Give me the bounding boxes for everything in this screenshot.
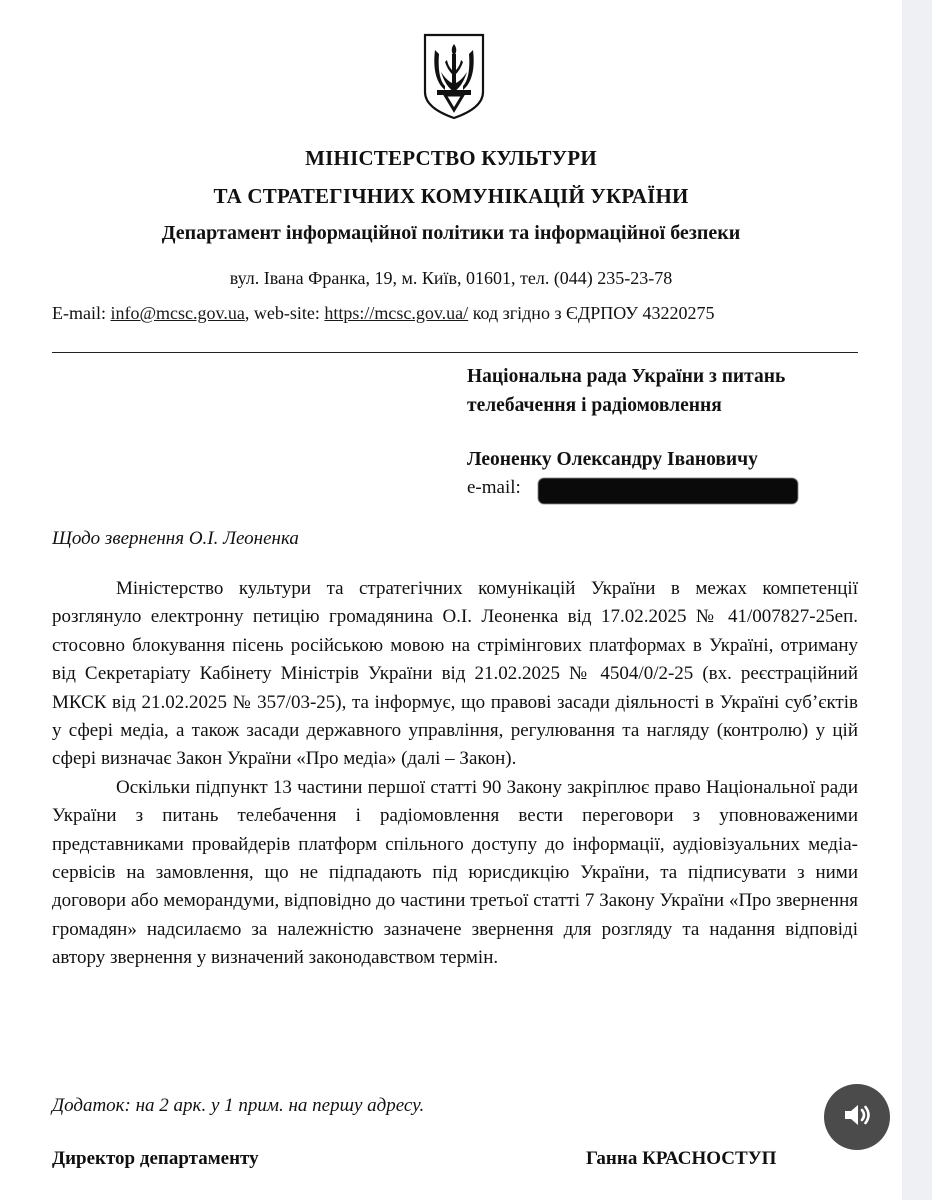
website-link[interactable]: https://mcsc.gov.ua/ bbox=[324, 303, 469, 323]
signer-name: Ганна КРАСНОСТУП bbox=[586, 1148, 777, 1169]
body-paragraph-2: Оскільки підпункт 13 частини першої статті 90 Закону закріплює право Національної ради України з питань телебачення і радіомовлення вести переговори з уповноваженими представниками провайдерів платформ спільного доступу до інформації, аудіовізуальних медіа-сервісів на замовлення, що не підпадають під юрисдикцію України, та підписувати з ними договори або меморандуми, відповідно до частини третьої статті 7 Закону України «Про звернення громадян» надсилаємо за належністю зазначене звернення для розгляду та надання відповіді автору звернення у визначений законодавством термін. bbox=[52, 776, 858, 969]
ministry-contacts bbox=[52, 303, 714, 324]
email-link[interactable]: info@mcsc.gov.ua bbox=[110, 303, 245, 323]
letter-subject: Щодо звернення О.І. Леоненка bbox=[52, 528, 299, 549]
speaker-icon bbox=[841, 1099, 873, 1136]
ministry-name-line1: МІНІСТЕРСТВО КУЛЬТУРИ bbox=[305, 146, 597, 170]
recipient-email-label: e-mail: bbox=[467, 477, 521, 498]
trident-emblem-icon bbox=[421, 32, 487, 120]
department-name: Департамент інформаційної політики та інформаційної безпеки bbox=[161, 222, 741, 244]
website-label: , web-site: bbox=[244, 303, 325, 323]
attachment-note: Додаток: на 2 арк. у 1 прим. на першу адресу. bbox=[52, 1095, 425, 1116]
body-paragraph-1: Міністерство культури та стратегічних комунікацій України в межах компетенції розглянуло електронну петицію громадянина О.І. Леоненка від 17.02.2025 № 41/007827-25еп. стосовно блокування пісень російською мовою на стрімінгових платформах в Україні, отриману від Секретаріату Кабінету Міністрів України від 21.02.2025 № 4504/0/2-25 (вх. реєстраційний МКСК від 21.02.2025 № 357/03-25), та інформує, що правові засади діяльності в Україні суб’єктів у сфері медіа, а також засади державного управління, регулювання та нагляду (контролю) у цій сфері визначає Закон України «Про медіа» (далі – Закон). bbox=[52, 578, 858, 770]
recipient-org-line1: Національна рада України з питань bbox=[467, 366, 786, 387]
viewer-edge bbox=[902, 0, 932, 1200]
ministry-address: вул. Івана Франка, 19, м. Київ, 01601, тел. (044) 235-23-78 bbox=[229, 268, 673, 288]
header-divider bbox=[52, 352, 858, 353]
letter-body bbox=[52, 575, 858, 973]
recipient-org-line2: телебачення і радіомовлення bbox=[467, 395, 722, 416]
recipient-person: Леоненку Олександру Івановичу bbox=[467, 449, 758, 470]
signer-title: Директор департаменту bbox=[52, 1148, 259, 1169]
email-label: E-mail: bbox=[52, 303, 111, 323]
edrpou-code: код згідно з ЄДРПОУ 43220275 bbox=[468, 303, 715, 323]
ministry-name-line2: ТА СТРАТЕГІЧНИХ КОМУНІКАЦІЙ УКРАЇНИ bbox=[213, 184, 689, 208]
redacted-email bbox=[538, 478, 798, 504]
audio-toggle-button[interactable] bbox=[824, 1084, 890, 1150]
